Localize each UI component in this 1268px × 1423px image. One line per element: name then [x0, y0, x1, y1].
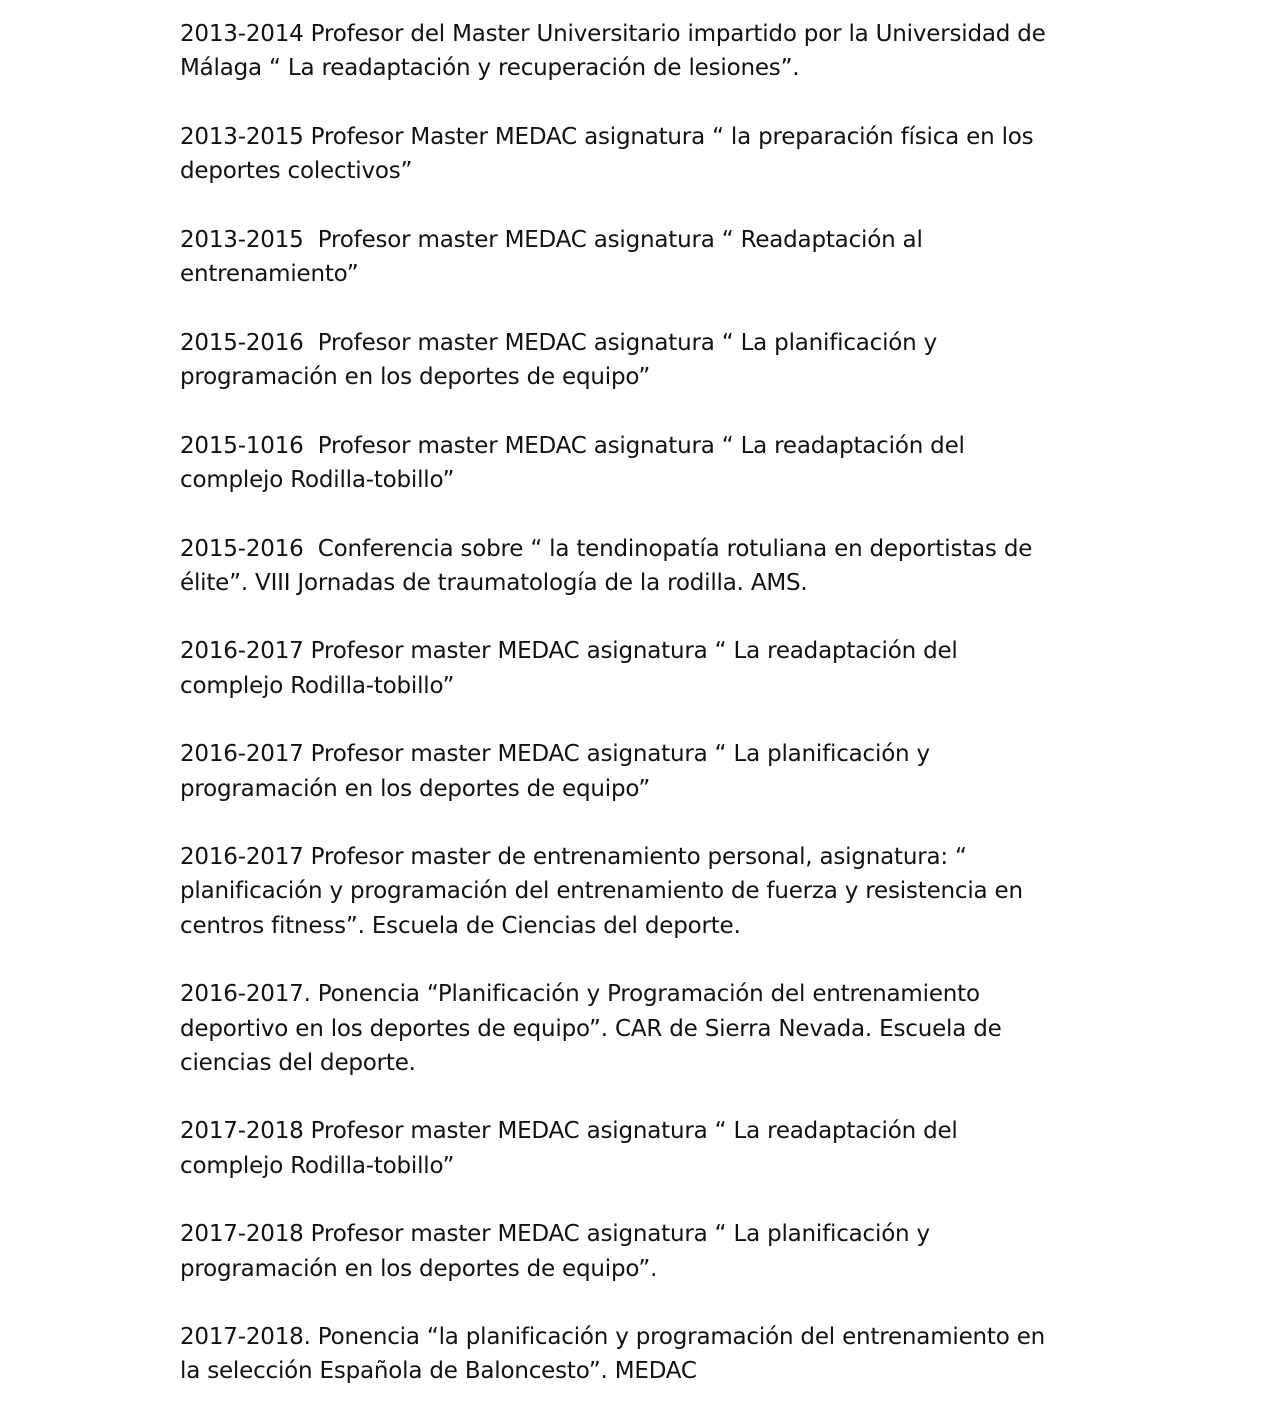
- entry-line: 2017-2018 Profesor master MEDAC asignatura “ La readaptación del: [180, 1118, 958, 1145]
- cv-entry: [180, 1114, 1080, 1182]
- entry-line: programación en los deportes de equipo”: [180, 775, 651, 802]
- cv-entry: [180, 120, 1080, 188]
- entry-line: 2013-2015 Profesor master MEDAC asignatura “ Readaptación al: [180, 226, 923, 253]
- entry-line: la selección Española de Baloncesto”. MEDAC: [180, 1358, 697, 1385]
- cv-entry: [180, 17, 1080, 85]
- entry-line: complejo Rodilla-tobillo”: [180, 672, 455, 699]
- cv-entry: [180, 326, 1080, 394]
- entry-line: 2016-2017. Ponencia “Planificación y Programación del entrenamiento: [180, 981, 980, 1008]
- entry-line: 2016-2017 Profesor master MEDAC asignatura “ La readaptación del: [180, 638, 958, 665]
- cv-entry: [180, 429, 1080, 497]
- entry-line: 2016-2017 Profesor master MEDAC asignatura “ La planificación y: [180, 741, 930, 768]
- cv-entry: [180, 634, 1080, 702]
- cv-entry: [180, 223, 1080, 291]
- cv-entry: [180, 532, 1080, 600]
- entry-line: 2015-2016 Profesor master MEDAC asignatura “ La planificación y: [180, 329, 938, 356]
- entry-line: 2017-2018 Profesor master MEDAC asignatura “ La planificación y: [180, 1221, 930, 1248]
- entry-line: 2017-2018. Ponencia “la planificación y programación del entrenamiento en: [180, 1324, 1046, 1351]
- entry-line: planificación y programación del entrenamiento de fuerza y resistencia en: [180, 878, 1023, 905]
- entry-line: complejo Rodilla-tobillo”: [180, 1152, 455, 1179]
- cv-entry: [180, 737, 1080, 805]
- cv-entry: [180, 1320, 1080, 1388]
- document-page: [180, 17, 1080, 1423]
- entry-line: Málaga “ La readaptación y recuperación de lesiones”.: [180, 55, 800, 82]
- entry-line: deportes colectivos”: [180, 158, 413, 185]
- entry-line: 2015-2016 Conferencia sobre “ la tendinopatía rotuliana en deportistas de: [180, 535, 1033, 562]
- cv-entry: [180, 977, 1080, 1080]
- entry-line: ciencias del deporte.: [180, 1049, 416, 1076]
- entry-line: centros fitness”. Escuela de Ciencias del deporte.: [180, 912, 741, 939]
- entry-line: 2013-2015 Profesor Master MEDAC asignatura “ la preparación física en los: [180, 123, 1034, 150]
- cv-entry: [180, 840, 1080, 943]
- entry-line: programación en los deportes de equipo”: [180, 363, 651, 390]
- entry-line: programación en los deportes de equipo”.: [180, 1255, 658, 1282]
- entry-line: 2015-1016 Profesor master MEDAC asignatura “ La readaptación del: [180, 432, 965, 459]
- entry-line: entrenamiento”: [180, 261, 359, 288]
- entry-line: 2016-2017 Profesor master de entrenamiento personal, asignatura: “: [180, 844, 967, 871]
- entry-line: 2013-2014 Profesor del Master Universitario impartido por la Universidad de: [180, 21, 1046, 47]
- cv-entry: [180, 1217, 1080, 1285]
- entry-line: élite”. VIII Jornadas de traumatología de la rodilla. AMS.: [180, 569, 808, 596]
- entry-line: deportivo en los deportes de equipo”. CAR de Sierra Nevada. Escuela de: [180, 1015, 1002, 1042]
- entry-line: complejo Rodilla-tobillo”: [180, 466, 455, 493]
